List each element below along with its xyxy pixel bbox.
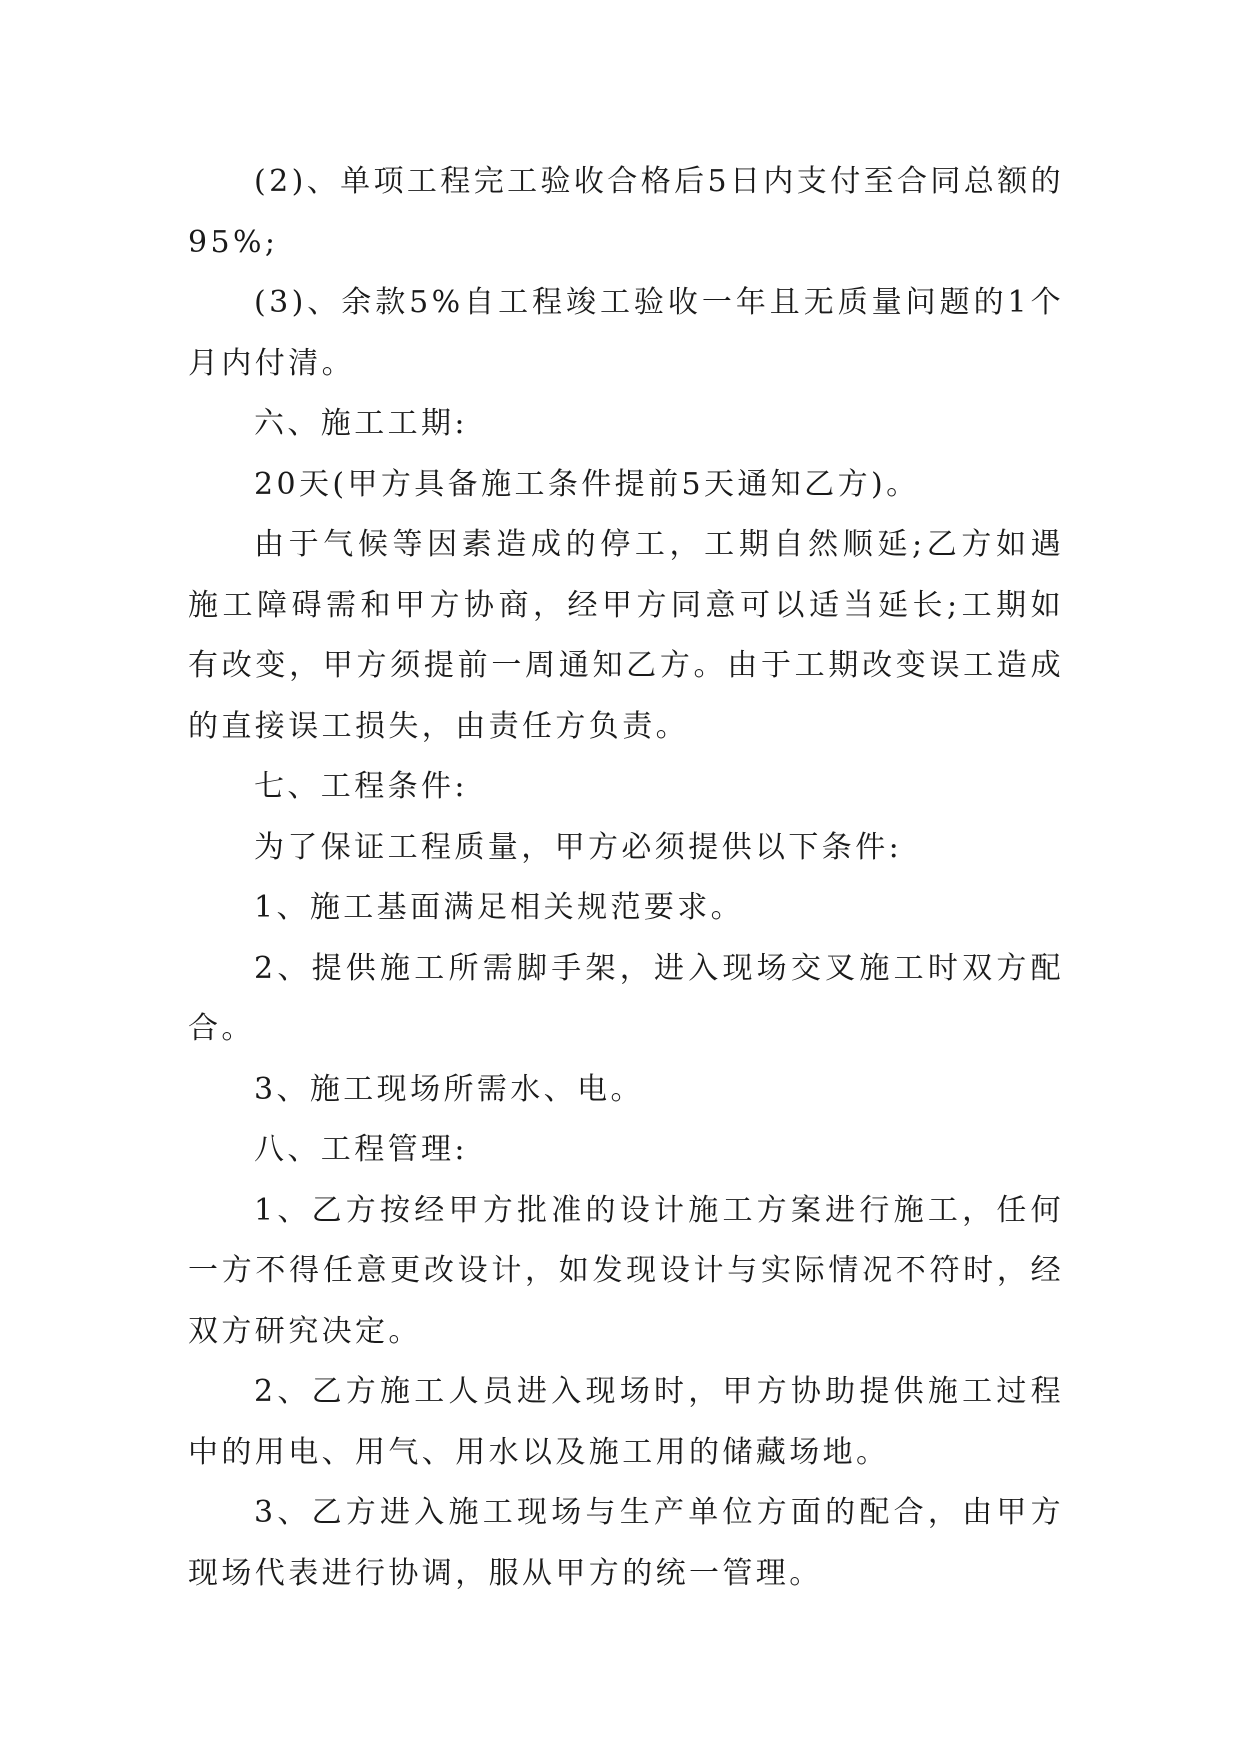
paragraph-period-delay: 由于气候等因素造成的停工，工期自然顺延;乙方如遇施工障碍需和甲方协商，经甲方同意可以适当延长;工期如有改变，甲方须提前一周通知乙方。由于工期改变误工造成的直接误工损失，由责任方负责。 <box>188 527 1064 744</box>
heading-project-conditions: 七、工程条件: <box>254 769 468 804</box>
paragraph-period-days: 20天(甲方具备施工条件提前5天通知乙方)。 <box>254 466 920 502</box>
paragraph-condition-1: 1、施工基面满足相关规范要求。 <box>254 890 745 925</box>
paragraph-management-1: 1、乙方按经甲方批准的设计施工方案进行施工，任何一方不得任意更改设计，如发现设计与实际情况不符时，经双方研究决定。 <box>188 1192 1064 1349</box>
paragraph-management-3: 3、乙方进入施工现场与生产单位方面的配合，由甲方现场代表进行协调，服从甲方的统一管理。 <box>188 1495 1064 1591</box>
paragraph-payment-3: (3)、余款5%自工程竣工验收一年且无质量问题的1个月内付清。 <box>188 285 1064 381</box>
paragraph-management-2: 2、乙方施工人员进入现场时，甲方协助提供施工过程中的用电、用气、用水以及施工用的储藏场地。 <box>188 1374 1064 1470</box>
heading-project-management: 八、工程管理: <box>254 1132 468 1167</box>
document-body <box>188 152 1064 1604</box>
paragraph-condition-3: 3、施工现场所需水、电。 <box>254 1071 644 1107</box>
paragraph-conditions-intro: 为了保证工程质量，甲方必须提供以下条件: <box>254 829 903 865</box>
paragraph-payment-2: (2)、单项工程完工验收合格后5日内支付至合同总额的95%; <box>188 164 1064 260</box>
heading-construction-period: 六、施工工期: <box>254 406 468 441</box>
paragraph-condition-2: 2、提供施工所需脚手架，进入现场交叉施工时双方配合。 <box>188 950 1064 1046</box>
